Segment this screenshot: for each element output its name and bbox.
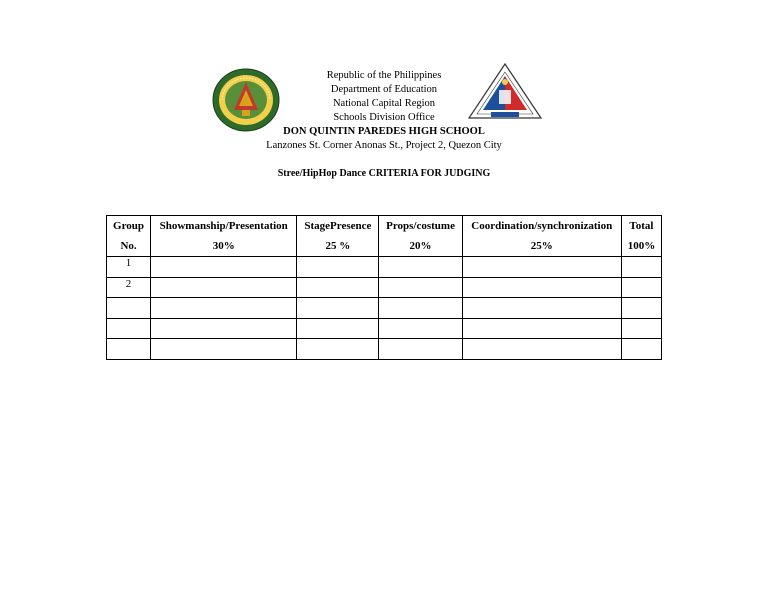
total-cell [621,257,661,278]
total-cell [621,318,661,339]
header-line-department: Department of Education [330,84,438,95]
group-number-cell [107,339,151,360]
column-header-total: Total [621,216,661,237]
group-number-cell: 2 [107,277,151,298]
header-line-republic: Republic of the Philippines [326,70,442,81]
total-cell [621,298,661,319]
score-cell [462,257,621,278]
column-weight-props-costume: 20% [379,236,462,257]
group-number-cell: 1 [107,257,151,278]
column-sub-group: No. [107,236,151,257]
score-cell [462,318,621,339]
column-header-stage-presence: StagePresence [297,216,379,237]
total-cell [621,277,661,298]
total-cell [621,339,661,360]
column-weight-total: 100% [621,236,661,257]
score-cell [462,339,621,360]
school-name: DON QUINTIN PAREDES HIGH SCHOOL [283,126,485,137]
table-header-row [107,216,662,237]
table-weight-row [107,236,662,257]
column-header-props-costume: Props/costume [379,216,462,237]
header-line-region: National Capital Region [332,98,436,109]
score-cell [297,298,379,319]
score-cell [379,318,462,339]
column-weight-coordination: 25% [462,236,621,257]
score-cell [151,339,297,360]
score-cell [297,339,379,360]
score-cell [297,318,379,339]
score-cell [379,277,462,298]
score-cell [297,277,379,298]
table-row [107,318,662,339]
score-cell [379,257,462,278]
score-cell [151,277,297,298]
judging-criteria-table [106,215,662,360]
school-address: Lanzones St. Corner Anonas St., Project 2, Quezon City [266,140,502,151]
column-header-coordination: Coordination/synchronization [462,216,621,237]
criteria-title: Stree/HipHop Dance CRITERIA FOR JUDGING [277,168,491,179]
column-header-showmanship: Showmanship/Presentation [151,216,297,237]
header-line-division: Schools Division Office [333,112,435,123]
score-cell [379,298,462,319]
column-weight-stage-presence: 25 % [297,236,379,257]
score-cell [462,277,621,298]
table-row [107,298,662,319]
table-row [107,339,662,360]
score-cell [297,257,379,278]
table-row [107,277,662,298]
column-weight-showmanship: 30% [151,236,297,257]
score-cell [151,298,297,319]
group-number-cell [107,318,151,339]
score-cell [151,318,297,339]
score-cell [462,298,621,319]
group-number-cell [107,298,151,319]
table-row [107,257,662,278]
column-header-group: Group [107,216,151,237]
score-cell [379,339,462,360]
score-cell [151,257,297,278]
